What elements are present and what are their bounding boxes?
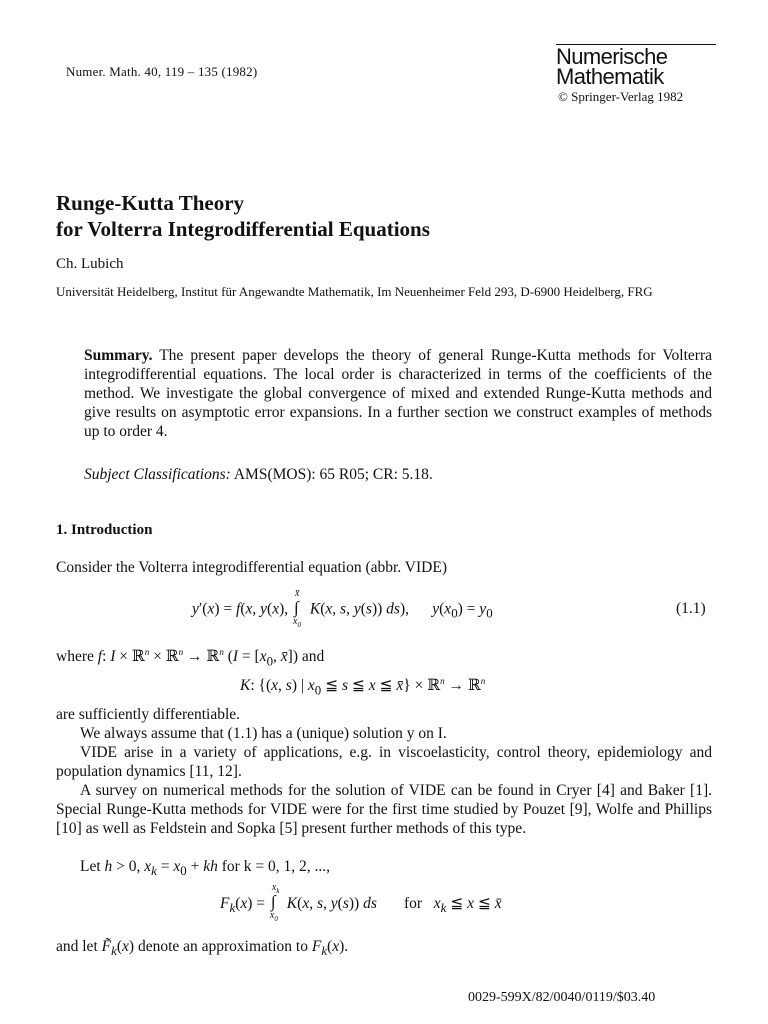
copyright: © Springer-Verlag 1982 [558, 89, 684, 104]
equation-fk: $F_k(x)$ = $x_k$ ∫ $x_0$ K(x, s, y(s)) ds for $x_k$ ≦ x ≦ x̄ [220, 882, 502, 924]
kernel-domain: K: {(x, s) | $x_0$ ≦ s ≦ x ≦ x̄} × ℝ$^n$ → ℝ$^n$ [240, 676, 486, 698]
journal-reference: Numer. Math. 40, 119 – 135 (1982) [66, 64, 258, 79]
summary-text: The present paper develops the theory of general Runge-Kutta methods for Volterra integrodifferential equations. The local order is characterized in terms of the coefficients of the method. We investigate the global convergence of mixed and extended Runge-Kutta methods and give results on asymptotic error expansions. In a further section we construct examples of methods up to order 4. [84, 347, 712, 440]
survey-paragraph: A survey on numerical methods for the solution of VIDE can be found in Cryer [4] and Baker [1]. Special Runge-Kutta methods for VIDE were for the first time studied by Pouzet [9], Wolfe and Phillips [10] as well as Feldstein and Sopka [5] present further methods of this type. [56, 782, 712, 837]
summary-label: Summary. [84, 347, 153, 364]
affiliation: Universität Heidelberg, Institut für Angewandte Mathematik, Im Neuenheimer Feld 293, D-6900 Heidelberg, FRG [56, 284, 653, 299]
section-heading: 1. Introduction [56, 522, 153, 538]
step-tail: for k = 0, 1, 2, ..., [221, 858, 330, 875]
equation-number: (1.1) [676, 600, 706, 617]
subject-classifications [84, 466, 433, 484]
brand-name-line1: Numerische [556, 44, 668, 69]
title-line2: for Volterra Integrodifferential Equations [56, 217, 430, 241]
and-let-words: and let [56, 938, 98, 955]
integral-symbol: x̄ ∫ $x_0$ [293, 588, 301, 629]
paper-title [56, 190, 430, 242]
footer-code: 0029-599X/82/0040/0119/$03.40 [468, 990, 656, 1005]
for-word: for [403, 895, 423, 912]
let-word: Let [80, 858, 101, 875]
journal-brand [556, 44, 716, 105]
title-line1: Runge-Kutta Theory [56, 191, 245, 215]
approximation-text: denote an approximation to [137, 938, 308, 955]
equation-1-1: y′(x) = f(x, y(x), x̄ ∫ $x_0$ K(x, s, y(s)) ds), $y(x_0) = y_0$ [192, 588, 493, 629]
intro-paragraph: Consider the Volterra integrodifferential equation (abbr. VIDE) [56, 559, 447, 576]
author: Ch. Lubich [56, 256, 124, 272]
applications-paragraph: VIDE arise in a variety of applications, e.g. in viscoelasticity, control theory, epidemiology and population dynamics [11, 12]. [56, 744, 712, 780]
integral-symbol-fk: $x_k$ ∫ $x_0$ [269, 882, 280, 924]
subject-value: AMS(MOS): 65 R05; CR: 5.18. [233, 466, 433, 483]
assumption-paragraph: We always assume that (1.1) has a (unique) solution y on I. [80, 725, 447, 742]
approximation-line: and let $F̃_k(x)$ denote an approximation to $F_k(x)$. [56, 938, 349, 959]
summary [84, 346, 712, 441]
brand-name-line2: Mathematik [556, 64, 664, 89]
where-clause: where f: I × ℝ$^n$ × ℝ$^n$ → ℝ$^n$ ($I = [x_0$, x̄]) and [56, 647, 325, 669]
step-definition: Let h > 0, $x_k = x_0$ + kh for k = 0, 1, 2, ..., [80, 858, 330, 879]
subject-label: Subject Classifications: [84, 466, 231, 483]
differentiable-line: are sufficiently differentiable. [56, 706, 241, 723]
